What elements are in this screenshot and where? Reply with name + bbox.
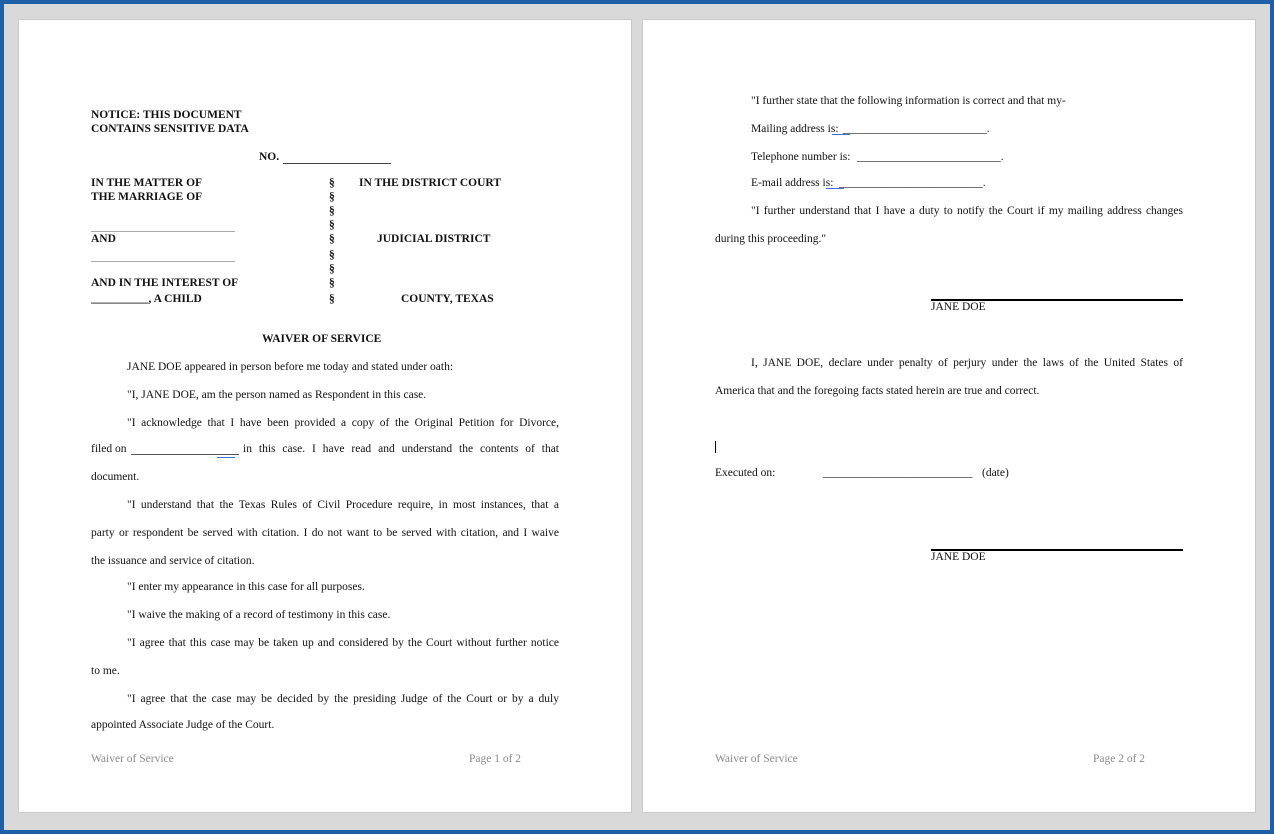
mailing-address-label: Mailing address is: xyxy=(751,123,839,135)
caption-matter-line2: THE MARRIAGE OF xyxy=(91,191,203,203)
caption-judicial-district: JUDICIAL DISTRICT xyxy=(377,233,491,245)
paragraph-agree2-line1: "I agree that the case may be decided by the presiding Judge of the Court or by a duly xyxy=(127,693,559,705)
paragraph-acknowledge-line1: "I acknowledge that I have been provided a copy of the Original Petition for Divorce, xyxy=(127,417,559,429)
paragraph-agree1-line1: "I agree that this case may be taken up and considered by the Court without further notice xyxy=(127,637,559,649)
paragraph-agree2-line2: appointed Associate Judge of the Court. xyxy=(91,719,275,731)
footer-page-number: Page 1 of 2 xyxy=(469,753,522,765)
section-symbol: § xyxy=(329,177,335,189)
spellcheck-underline xyxy=(832,134,850,135)
notice-line-1: NOTICE: THIS DOCUMENT xyxy=(91,109,242,121)
footer-title: Waiver of Service xyxy=(715,753,798,765)
caption-matter-line1: IN THE MATTER OF xyxy=(91,177,203,189)
section-symbol: § xyxy=(329,205,335,217)
spellcheck-underline xyxy=(217,457,235,458)
footer-page-number: Page 2 of 2 xyxy=(1093,753,1146,765)
paragraph-further: "I further state that the following information is correct and that my- xyxy=(751,95,1066,107)
section-symbol: § xyxy=(329,277,335,289)
footer-title: Waiver of Service xyxy=(91,753,174,765)
filed-date-blank[interactable] xyxy=(131,454,239,455)
caption-interest: AND IN THE INTEREST OF xyxy=(91,277,239,289)
signer-name-1: JANE DOE xyxy=(931,301,986,313)
paragraph-rules-line1: "I understand that the Texas Rules of Civil Procedure require, in most instances, that a xyxy=(127,499,559,511)
section-symbol: § xyxy=(329,293,335,305)
email-label: E-mail address is: xyxy=(751,177,834,189)
case-number-label: NO. xyxy=(259,151,280,163)
petitioner-name-blank[interactable] xyxy=(91,231,235,232)
caption-district-court: IN THE DISTRICT COURT xyxy=(359,177,502,189)
telephone-blank[interactable]: _________________________. xyxy=(857,151,1004,163)
case-number-blank[interactable] xyxy=(283,163,391,164)
text-cursor xyxy=(715,441,716,453)
mailing-address-blank[interactable]: _________________________. xyxy=(843,123,990,135)
section-symbol: § xyxy=(329,191,335,203)
paragraph-rules-line3: the issuance and service of citation. xyxy=(91,555,255,567)
executed-on-label: Executed on: xyxy=(715,467,776,479)
section-symbol: § xyxy=(329,219,335,231)
date-label: (date) xyxy=(982,467,1009,479)
paragraph-waive: "I waive the making of a record of testimony in this case. xyxy=(127,609,391,621)
caption-county: COUNTY, TEXAS xyxy=(401,293,494,305)
paragraph-duty-line2: during this proceeding." xyxy=(715,233,827,245)
section-symbol: § xyxy=(329,249,335,261)
paragraph-agree1-line2: to me. xyxy=(91,665,120,677)
spellcheck-underline xyxy=(826,188,844,189)
respondent-name-blank[interactable] xyxy=(91,261,235,262)
email-blank[interactable]: _________________________. xyxy=(839,177,986,189)
paragraph-acknowledge-line2: in this case. I have read and understand the contents of that xyxy=(243,443,559,455)
document-page-1 xyxy=(18,19,632,813)
paragraph-appeared: JANE DOE appeared in person before me today and stated under oath: xyxy=(127,361,454,373)
executed-date-blank[interactable]: __________________________ xyxy=(823,467,973,479)
paragraph-declare-line2: America that and the foregoing facts stated herein are true and correct. xyxy=(715,385,1040,397)
document-title: WAIVER OF SERVICE xyxy=(262,333,382,345)
signer-name-2: JANE DOE xyxy=(931,551,986,563)
telephone-label: Telephone number is: xyxy=(751,151,851,163)
document-page-2 xyxy=(642,19,1256,813)
paragraph-acknowledge-filed: filed on xyxy=(91,443,127,455)
paragraph-rules-line2: party or respondent be served with citation. I do not want to be served with citation, and I waive xyxy=(91,527,559,539)
paragraph-acknowledge-line3: document. xyxy=(91,471,140,483)
caption-and: AND xyxy=(91,233,116,245)
paragraph-enter: "I enter my appearance in this case for all purposes. xyxy=(127,581,365,593)
paragraph-declare-line1: I, JANE DOE, declare under penalty of perjury under the laws of the United States of xyxy=(751,357,1183,369)
section-symbol: § xyxy=(329,233,335,245)
paragraph-duty-line1: "I further understand that I have a duty to notify the Court if my mailing address changes xyxy=(751,205,1183,217)
section-symbol: § xyxy=(329,263,335,275)
notice-line-2: CONTAINS SENSITIVE DATA xyxy=(91,123,249,135)
caption-child: __________, A CHILD xyxy=(91,293,202,305)
paragraph-named: "I, JANE DOE, am the person named as Respondent in this case. xyxy=(127,389,427,401)
document-viewer xyxy=(4,4,1270,830)
